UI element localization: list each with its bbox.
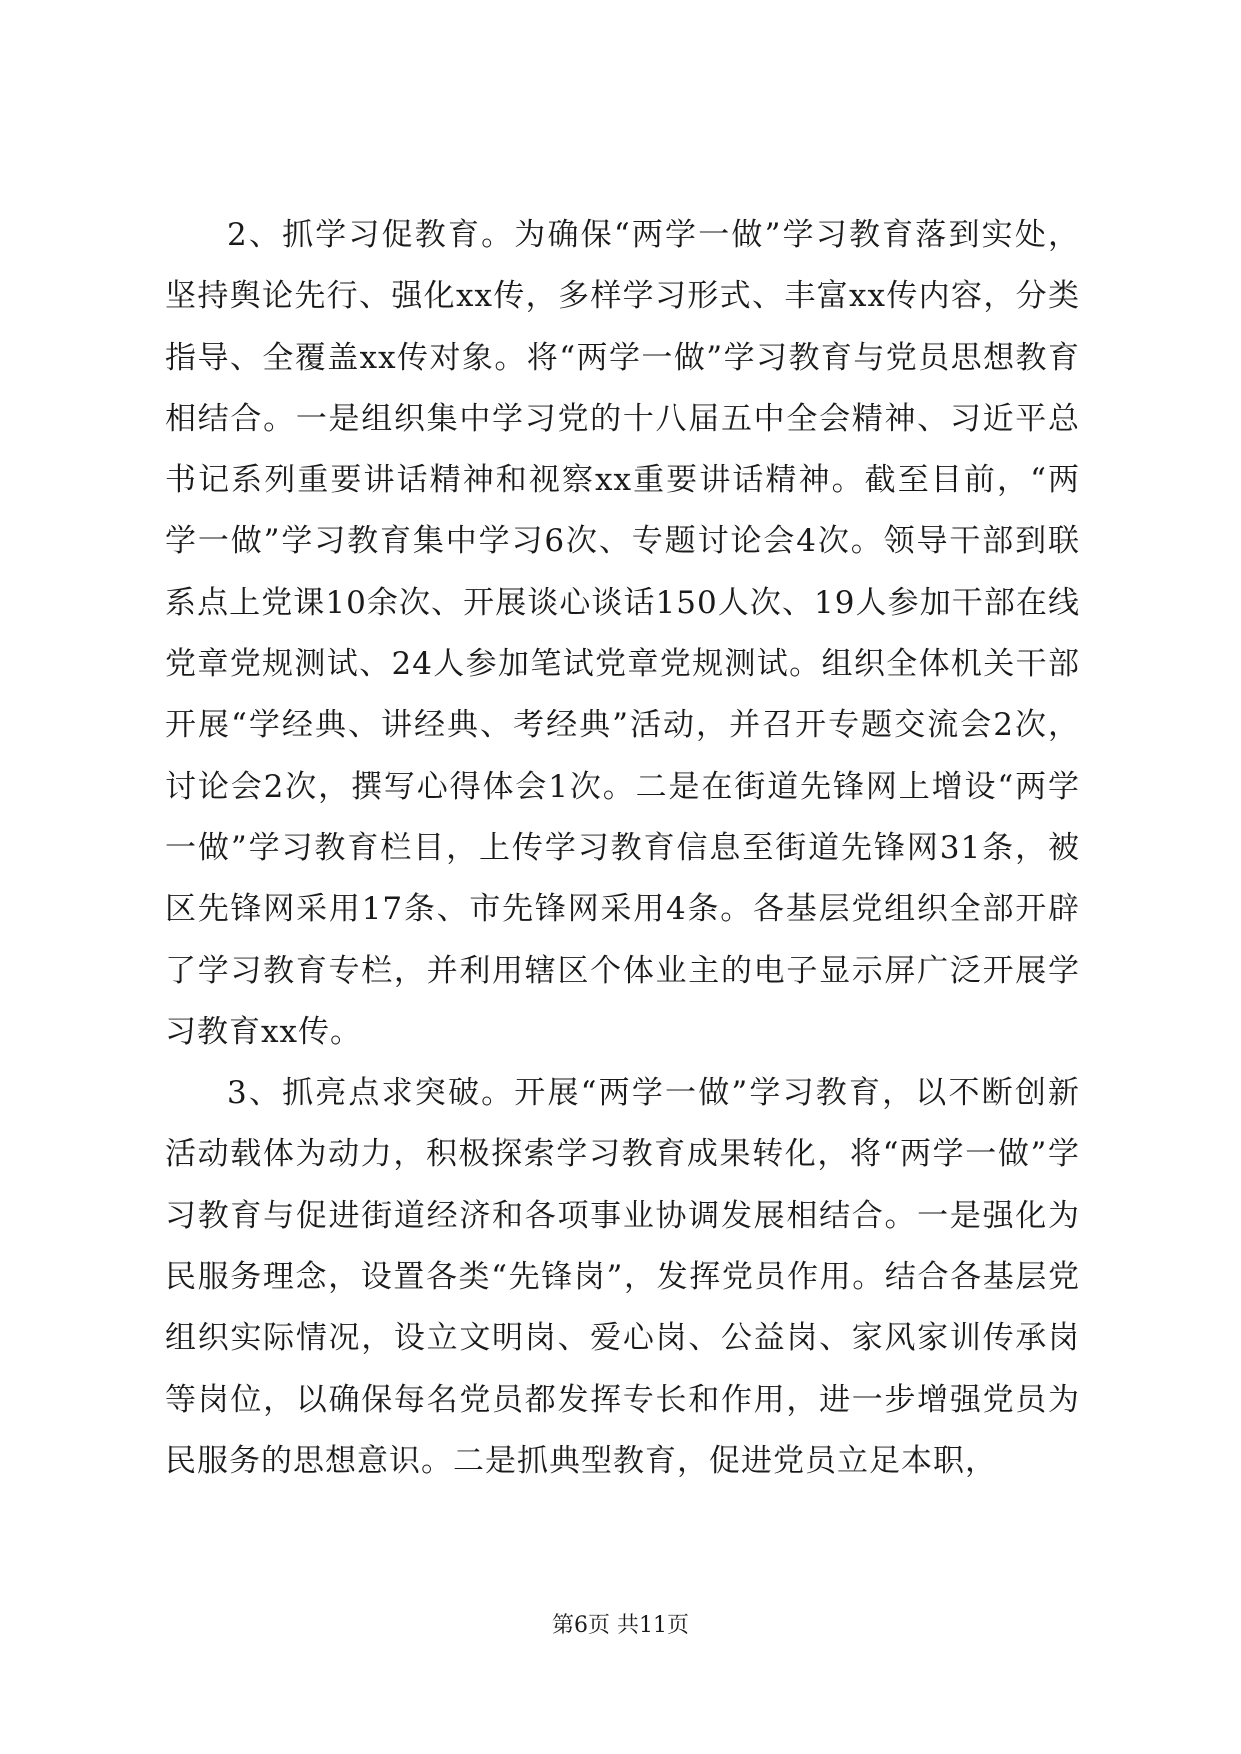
body-text [165, 205, 1080, 1492]
page-number-footer: 第6页 共11页 [552, 1613, 689, 1638]
paragraph-study-education: 2、抓学习促教育。为确保“两学一做”学习教育落到实处，坚持舆论先行、强化xx传，多样学习形式、丰富xx传内容，分类指导、全覆盖xx传对象。将“两学一做”学习教育与党员思想教育相结合。一是组织集中学习党的十八届五中全会精神、习近平总书记系列重要讲话精神和视察xx重要讲话精神。截至目前，“两学一做”学习教育集中学习6次、专题讨论会4次。领导干部到联系点上党课10余次、开展谈心谈话150人次、19人参加干部在线党章党规测试、24人参加笔试党章党规测试。组织全体机关干部开展“学经典、讲经典、考经典”活动，并召开专题交流会2次，讨论会2次，撰写心得体会1次。二是在街道先锋网上增设“两学一做”学习教育栏目，上传学习教育信息至街道先锋网31条，被区先锋网采用17条、市先锋网采用4条。各基层党组织全部开辟了学习教育专栏，并利用辖区个体业主的电子显示屏广泛开展学习教育xx传。 [165, 217, 1080, 1050]
paragraph-highlights-breakthrough: 3、抓亮点求突破。开展“两学一做”学习教育，以不断创新活动载体为动力，积极探索学习教育成果转化，将“两学一做”学习教育与促进街道经济和各项事业协调发展相结合。一是强化为民服务理念，设置各类“先锋岗”，发挥党员作用。结合各基层党组织实际情况，设立文明岗、爱心岗、公益岗、家风家训传承岗等岗位，以确保每名党员都发挥专长和作用，进一步增强党员为民服务的思想意识。二是抓典型教育，促进党员立足本职， [165, 1075, 1080, 1479]
